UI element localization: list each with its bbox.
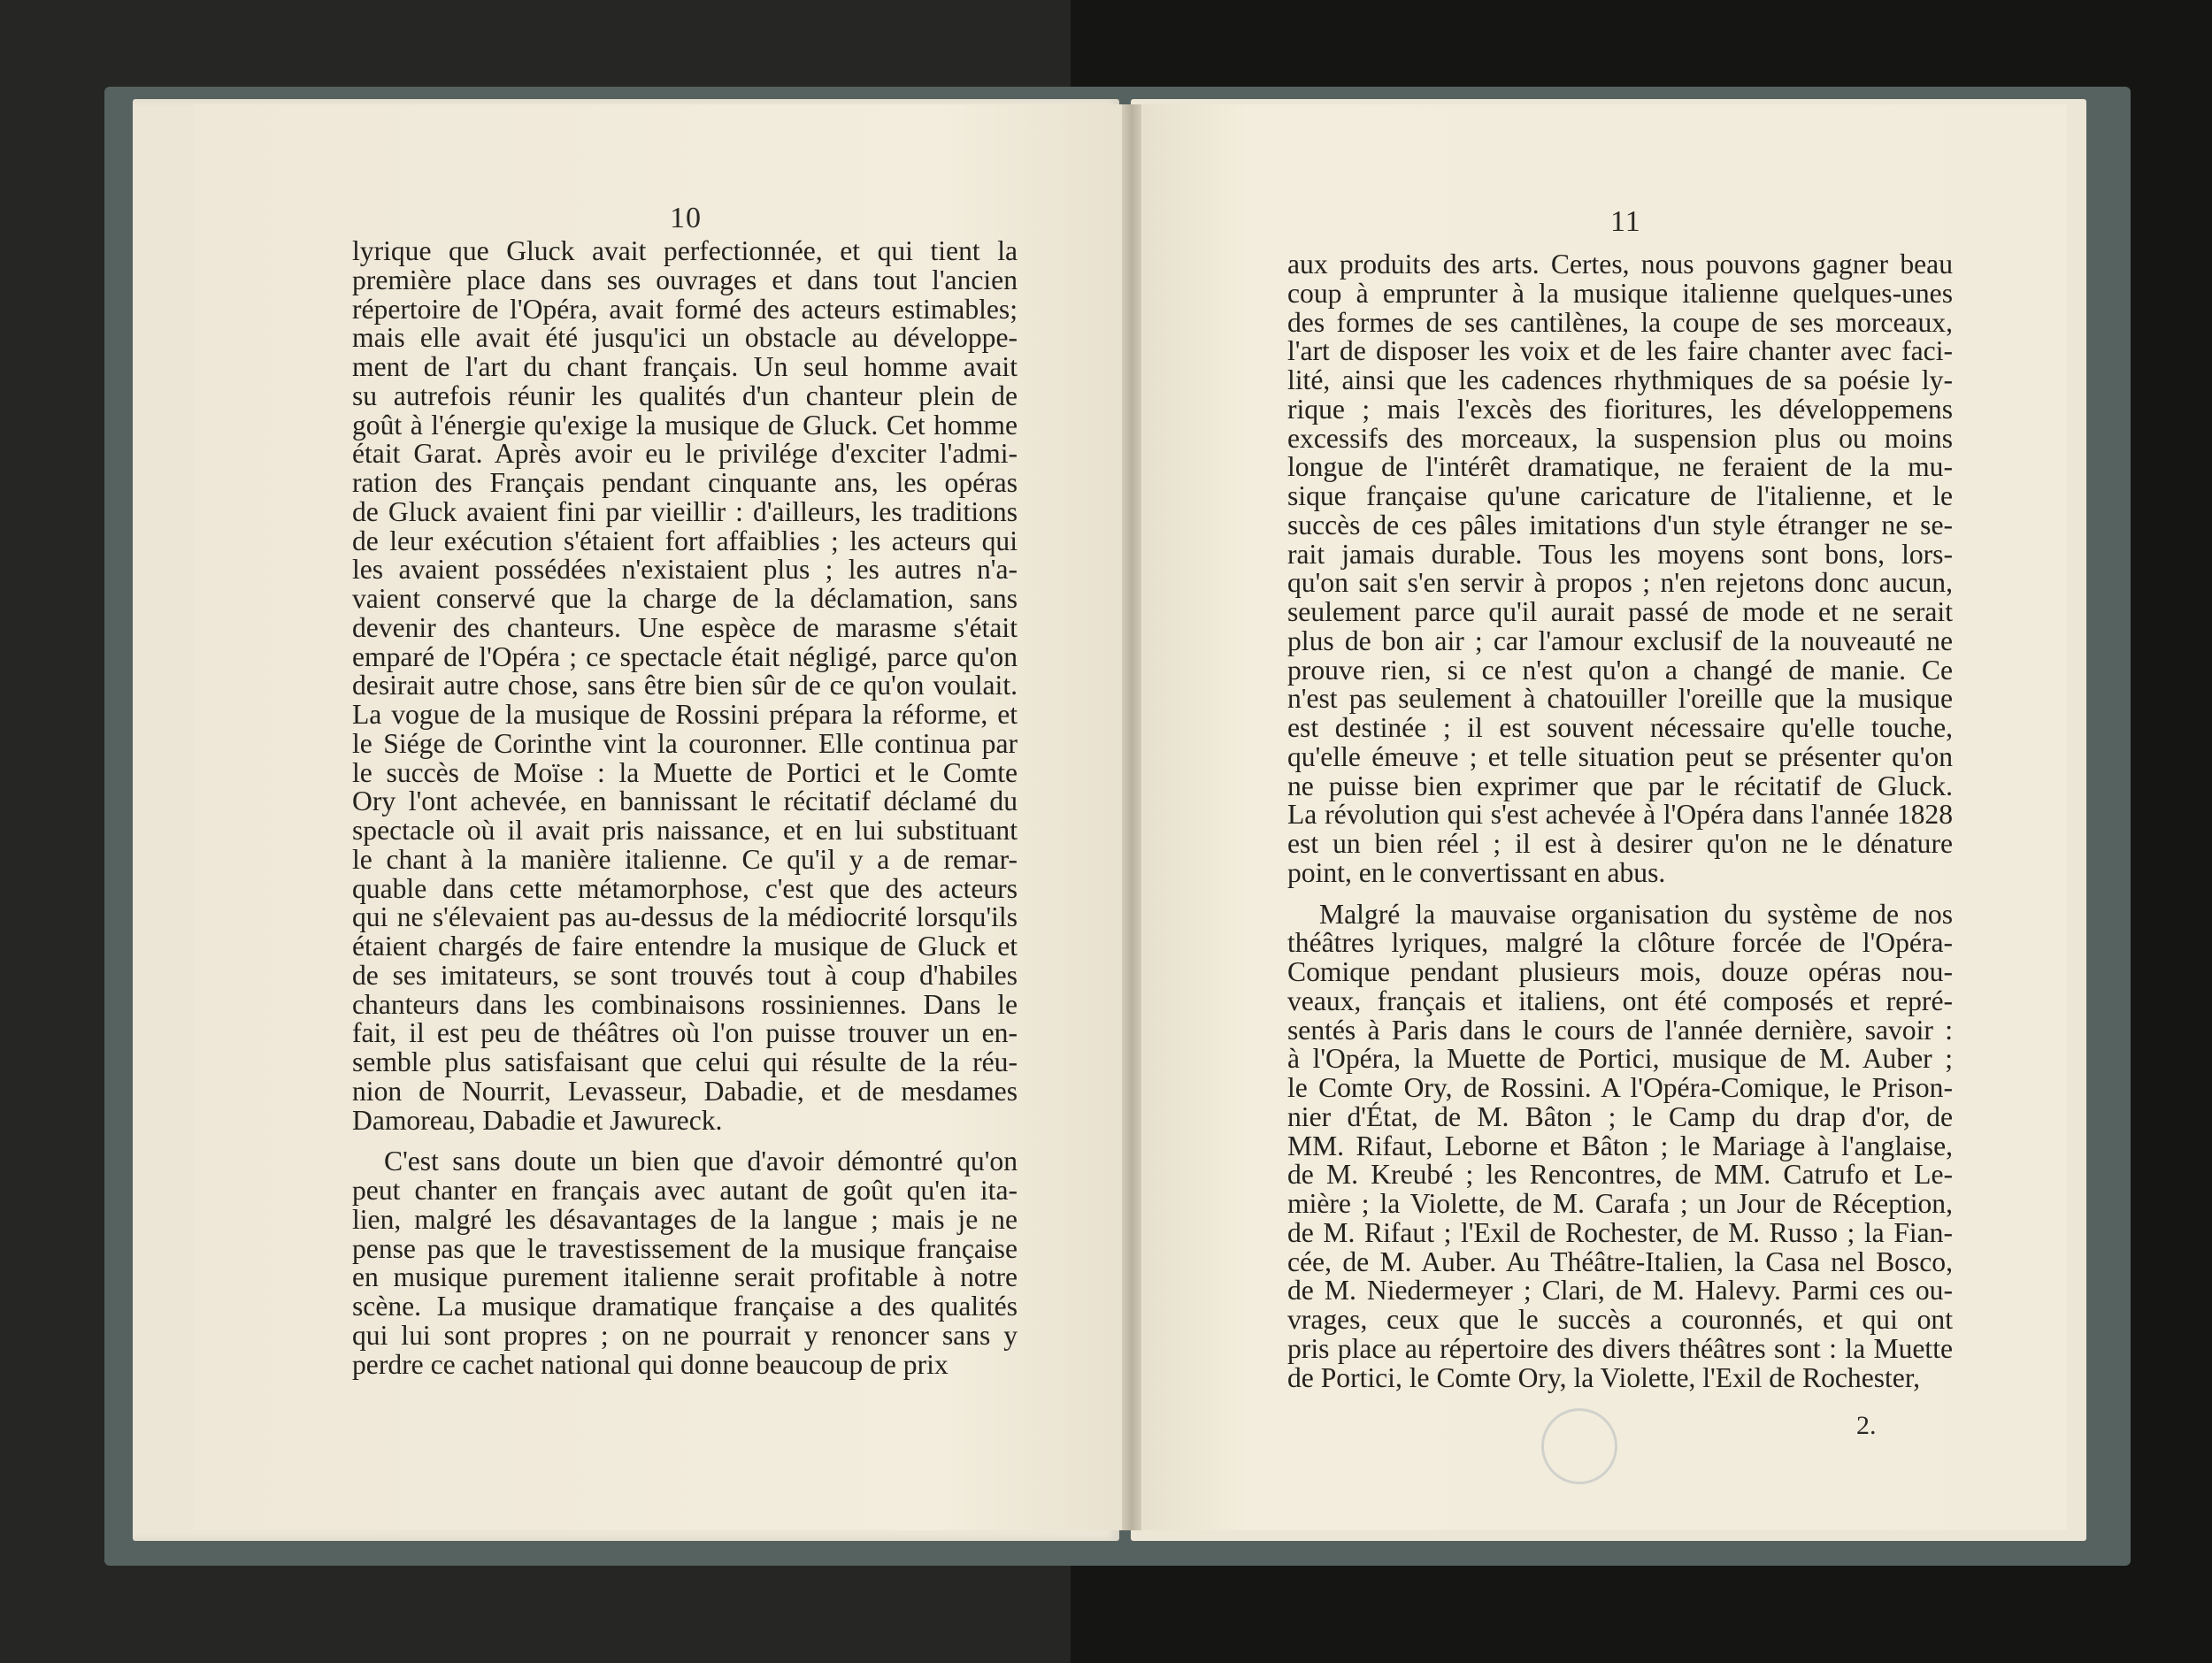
text-line: Damoreau, Dabadie et Jawureck. (352, 1104, 723, 1136)
text-line: perdre ce cachet national qui donne beaucoup de prix (352, 1348, 949, 1380)
text-line: peut chanter en français avec autant de goût qu'en ita- (352, 1175, 1018, 1206)
text-line: cée, de M. Auber. Au Théâtre-Italien, la Casa nel Bosco, (1287, 1245, 1953, 1277)
text-line: su autrefois réunir les qualités d'un chanteur plein de (352, 379, 1018, 411)
text-line: mière ; la Violette, de M. Carafa ; un Jour de Réception, (1287, 1188, 1953, 1219)
text-line: de ses imitateurs, se sont trouvés tout à coup d'habiles (352, 959, 1018, 991)
text-line: goût à l'énergie qu'exige la musique de Gluck. Cet homme (352, 409, 1018, 441)
text-line: qu'on sait s'en servir à propos ; n'en rejetons donc aucun, (1287, 567, 1953, 599)
left-page-text (352, 237, 1018, 1379)
text-line: le Siége de Corinthe vint la couronner. Elle continua par (352, 727, 1018, 759)
text-line: théâtres lyriques, malgré la clôture forcée de l'Opéra- (1287, 927, 1953, 959)
text-line: spectacle où il avait pris naissance, et en lui substituant (352, 815, 1018, 846)
text-line: étaient chargés de faire entendre la musique de Gluck et (352, 931, 1018, 962)
text-line: ration des Français pendant cinquante ans, les opéras (352, 467, 1018, 498)
text-line: de M. Kreubé ; les Rencontres, de MM. Catrufo et Le- (1287, 1159, 1953, 1191)
text-line: plus de bon air ; car l'amour exclusif de la nouveauté ne (1287, 625, 1953, 656)
right-page-text (1287, 250, 1953, 1392)
text-line: semble plus satisfaisant que celui qui résulte de la réu- (352, 1046, 1018, 1077)
text-line: seulement parce qu'il aurait passé de mode et ne serait (1287, 596, 1953, 627)
text-line: Comique pendant plusieurs mois, douze opéras nou- (1287, 956, 1953, 987)
library-stamp (1541, 1408, 1617, 1484)
text-line: pense pas que le travestissement de la musique française (352, 1232, 1018, 1264)
text-line: était Garat. Après avoir eu le privilége d'exciter l'admi- (352, 438, 1018, 470)
text-line: MM. Rifaut, Leborne et Bâton ; le Mariage à l'anglaise, (1287, 1130, 1953, 1161)
signature-mark: 2. (1856, 1411, 1877, 1440)
text-line: rique ; mais l'excès des fioritures, les développemens (1287, 393, 1953, 425)
text-line: qu'elle émeuve ; et telle situation peut se présenter qu'on (1287, 740, 1953, 772)
text-line: sentés à Paris dans le cours de l'année dernière, savoir : (1287, 1014, 1953, 1046)
text-line: lien, malgré les désavantages de la langue ; mais je ne (352, 1203, 1018, 1235)
text-line: C'est sans doute un bien que d'avoir démontré qu'on (384, 1146, 1018, 1177)
text-line: ment de l'art du chant français. Un seul homme avait (352, 351, 1018, 382)
text-line: nier d'État, de M. Bâton ; le Camp du drap d'or, de (1287, 1100, 1953, 1132)
text-line: lité, ainsi que les cadences rhythmiques de sa poésie ly- (1287, 364, 1953, 395)
text-line: qui ne s'élevaient pas au-dessus de la médiocrité lorsqu'ils (352, 901, 1018, 933)
right-page-number: 11 (1610, 205, 1641, 238)
text-line: nion de Nourrit, Levasseur, Dabadie, et de mesdames (352, 1075, 1018, 1107)
text-line: veaux, français et italiens, ont été composés et repré- (1287, 985, 1953, 1016)
text-line: pris place au répertoire des divers théâtres sont : la Muette (1287, 1332, 1953, 1364)
text-line: fait, il est peu de théâtres où l'on puisse trouver un en- (352, 1017, 1018, 1049)
book-gutter (1122, 104, 1141, 1530)
text-line: de M. Rifaut ; l'Exil de Rochester, de M. Russo ; la Fian- (1287, 1216, 1953, 1248)
left-page-number: 10 (670, 202, 702, 234)
text-line: des formes de ses cantilènes, la coupe de ses morceaux, (1287, 306, 1953, 338)
text-line: lyrique que Gluck avait perfectionnée, et qui tient la (352, 235, 1018, 266)
text-line: aux produits des arts. Certes, nous pouvons gagner beau (1287, 249, 1953, 280)
text-line: excessifs des morceaux, la suspension plus ou moins (1287, 422, 1953, 454)
text-line: en musique purement italienne serait profitable à notre (352, 1261, 1018, 1293)
text-line: de leur exécution s'étaient fort affaiblies ; les acteurs qui (352, 525, 1018, 556)
text-line: coup à emprunter à la musique italienne quelques-unes (1287, 277, 1953, 309)
text-line: l'art de disposer les voix et de les faire chanter avec faci- (1287, 335, 1953, 367)
text-line: rait jamais durable. Tous les moyens sont bons, lors- (1287, 538, 1953, 570)
text-line: scène. La musique dramatique française a des qualités (352, 1291, 1018, 1322)
text-line: prouve rien, si ce n'est qu'on a changé de manie. Ce (1287, 654, 1953, 686)
text-line: vrages, ceux que le succès a couronnés, et qui ont (1287, 1304, 1953, 1335)
text-line: les avaient possédées n'existaient plus ; les autres n'a- (352, 554, 1018, 586)
text-line: de Portici, le Comte Ory, la Violette, l'Exil de Rochester, (1287, 1361, 1920, 1393)
text-line: sique française qu'une caricature de l'italienne, et le (1287, 480, 1953, 511)
text-line: longue de l'intérêt dramatique, ne feraient de la mu- (1287, 451, 1953, 483)
text-line: ne puisse bien exprimer que par le récitatif de Gluck. (1287, 770, 1953, 801)
text-line: vaient conservé que la charge de la déclamation, sans (352, 583, 1018, 614)
text-line: Ory l'ont achevée, en bannissant le récitatif déclamé du (352, 786, 1018, 817)
text-line: devenir des chanteurs. Une espèce de marasme s'était (352, 611, 1018, 643)
text-line: chanteurs dans les combinaisons rossiniennes. Dans le (352, 988, 1018, 1020)
text-line: est destinée ; il est souvent nécessaire qu'elle touche, (1287, 712, 1953, 743)
text-line: point, en le convertissant en abus. (1287, 856, 1666, 888)
text-line: répertoire de l'Opéra, avait formé des acteurs estimables; (352, 293, 1018, 325)
text-line: Malgré la mauvaise organisation du système de nos (1319, 898, 1953, 930)
text-line: qui lui sont propres ; on ne pourrait y renoncer sans y (352, 1319, 1018, 1351)
text-line: emparé de l'Opéra ; ce spectacle était négligé, parce qu'on (352, 640, 1018, 672)
text-line: le Comte Ory, de Rossini. A l'Opéra-Comique, le Prison- (1287, 1072, 1953, 1103)
text-line: est un bien réel ; il est à desirer qu'on ne le dénature (1287, 828, 1953, 859)
text-line: n'est pas seulement à chatouiller l'oreille que la musique (1287, 683, 1953, 715)
text-line: première place dans ses ouvrages et dans tout l'ancien (352, 264, 1018, 295)
text-line: à l'Opéra, la Muette de Portici, musique de M. Auber ; (1287, 1043, 1953, 1075)
text-line: mais elle avait été jusqu'ici un obstacle au développe- (352, 322, 1018, 354)
text-line: quable dans cette métamorphose, c'est que des acteurs (352, 872, 1018, 904)
text-line: succès de ces pâles imitations d'un style étranger ne se- (1287, 509, 1953, 540)
text-line: de Gluck avaient fini par vieillir : d'ailleurs, les traditions (352, 495, 1018, 527)
text-line: le chant à la manière italienne. Ce qu'il y a de remar- (352, 843, 1018, 875)
text-line: le succès de Moïse : la Muette de Portici et le Comte (352, 756, 1018, 788)
text-line: desirait autre chose, sans être bien sûr de ce qu'on voulait. (352, 670, 1018, 701)
text-line: La vogue de la musique de Rossini prépara la réforme, et (352, 699, 1018, 730)
text-line: La révolution qui s'est achevée à l'Opéra dans l'année 1828 (1287, 799, 1953, 831)
text-line: de M. Niedermeyer ; Clari, de M. Halevy. Parmi ces ou- (1287, 1275, 1953, 1307)
